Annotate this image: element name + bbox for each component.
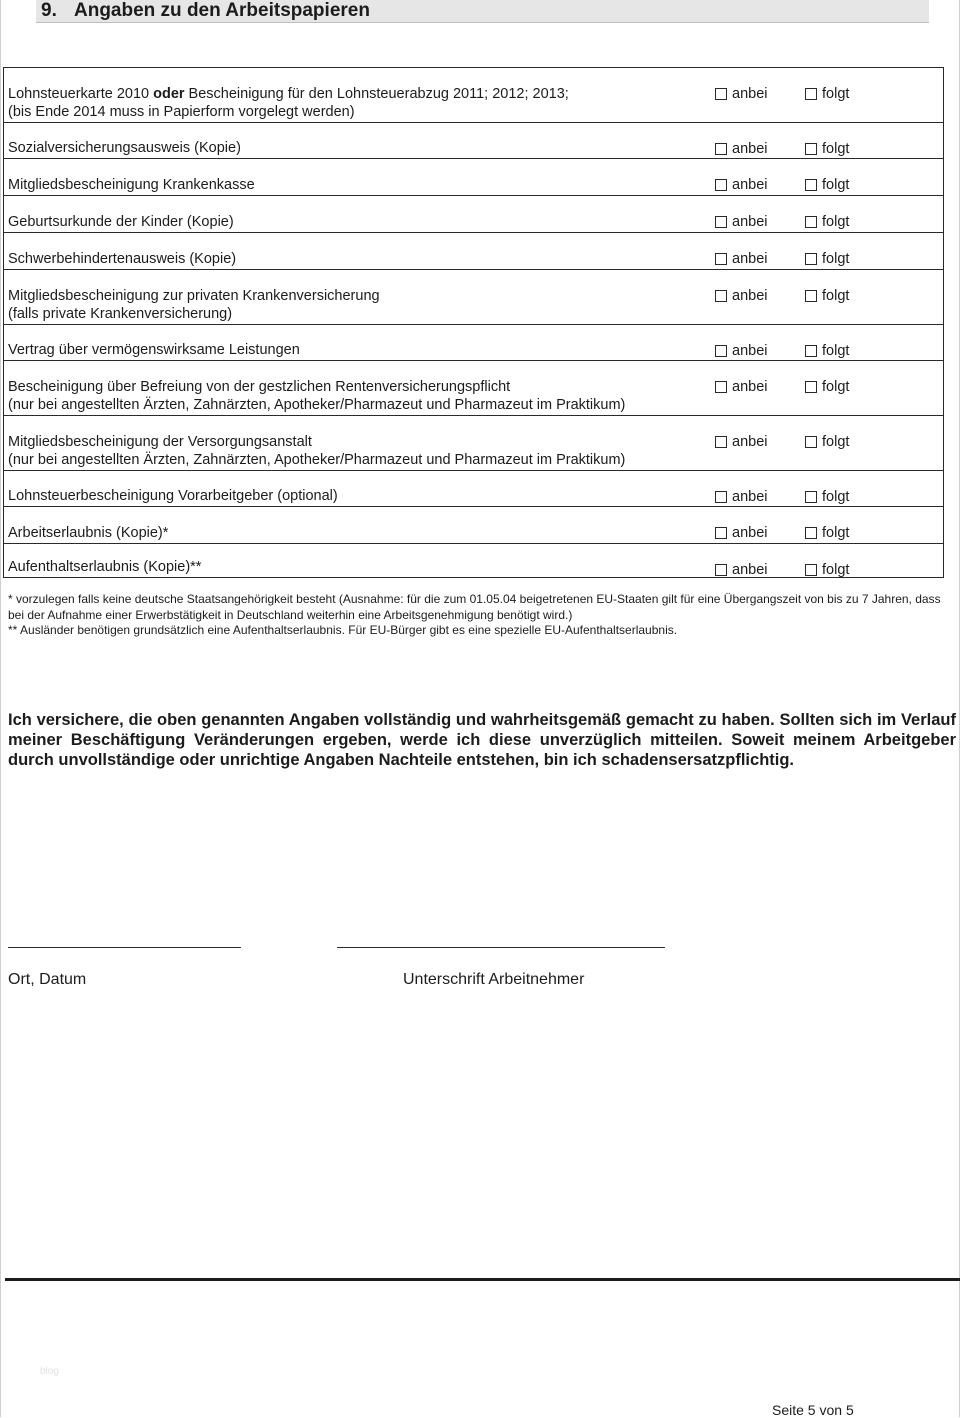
checkbox-anbei[interactable]: anbei bbox=[715, 434, 767, 450]
checkbox-icon bbox=[805, 491, 817, 503]
checkbox-icon bbox=[715, 88, 727, 100]
checkbox-anbei[interactable]: anbei bbox=[715, 141, 767, 157]
checkbox-anbei[interactable]: anbei bbox=[715, 214, 767, 230]
checkbox-folgt[interactable]: folgt bbox=[805, 288, 849, 304]
declaration-text: Ich versichere, die oben genannten Angaben vollständig und wahrheitsgemäß gemacht zu haben. Sollten sich im Verlauf meiner Beschäftigung Veränderungen ergeben, werde ich diese unverzüglich mitteilen. Soweit meinem Arbeitgeber durch unvollständige oder unrichtige Angaben Nachteile entstehen, bin ich schadensersatzpflichtig. bbox=[8, 711, 956, 769]
checkbox-anbei[interactable]: anbei bbox=[715, 86, 767, 102]
checkbox-anbei[interactable]: anbei bbox=[715, 489, 767, 505]
checkbox-icon bbox=[805, 527, 817, 539]
page-border-left bbox=[0, 0, 1, 1417]
row-label: Vertrag über vermögenswirksame Leistungen bbox=[8, 342, 300, 358]
place-date-line[interactable] bbox=[8, 947, 241, 948]
checkbox-anbei[interactable]: anbei bbox=[715, 177, 767, 193]
bottom-rule bbox=[5, 1278, 960, 1281]
table-row bbox=[4, 159, 943, 196]
checkbox-icon bbox=[805, 216, 817, 228]
footnote-double-star: ** Ausländer benötigen grundsätzlich eine Aufenthaltserlaubnis. Für EU-Bürger gibt es eine spezielle EU-Aufenthaltserlaubnis. bbox=[8, 623, 678, 637]
page-number: Seite 5 von 5 bbox=[772, 1402, 854, 1418]
row-label: Schwerbehindertenausweis (Kopie) bbox=[8, 251, 237, 267]
checkbox-icon bbox=[805, 143, 817, 155]
checkbox-folgt[interactable]: folgt bbox=[805, 141, 849, 157]
checkbox-folgt[interactable]: folgt bbox=[805, 562, 849, 578]
row-label: Mitgliedsbescheinigung Krankenkasse bbox=[8, 177, 255, 193]
table-row bbox=[4, 507, 943, 544]
row-label: Mitgliedsbescheinigung der Versorgungsanstalt (nur bei angestellten Ärzten, Zahnärzten, Apotheker/Pharmazeut und Pharmazeut im Praktikum) bbox=[8, 434, 626, 468]
checkbox-folgt[interactable]: folgt bbox=[805, 379, 849, 395]
checkbox-anbei[interactable]: anbei bbox=[715, 562, 767, 578]
section-header bbox=[36, 0, 929, 23]
checkbox-icon bbox=[805, 88, 817, 100]
checkbox-icon bbox=[715, 436, 727, 448]
checkbox-icon bbox=[805, 436, 817, 448]
checkbox-icon bbox=[715, 345, 727, 357]
table-row bbox=[4, 196, 943, 233]
checkbox-folgt[interactable]: folgt bbox=[805, 251, 849, 267]
row-label: Sozialversicherungsausweis (Kopie) bbox=[8, 140, 241, 156]
employee-signature-label: Unterschrift Arbeitnehmer bbox=[403, 971, 585, 988]
checkbox-folgt[interactable]: folgt bbox=[805, 177, 849, 193]
checkbox-icon bbox=[715, 527, 727, 539]
footnote-star-line1: * vorzulegen falls keine deutsche Staatsangehörigkeit besteht (Ausnahme: für die zum 01.05.04 beigetretenen EU-Staaten gilt für eine Übergangszeit von bis zu 7 Jahren, dass bbox=[8, 592, 941, 606]
checkbox-icon bbox=[715, 216, 727, 228]
table-row bbox=[4, 270, 943, 325]
row-label: Aufenthaltserlaubnis (Kopie)** bbox=[8, 559, 202, 575]
section-number: 9. bbox=[41, 0, 57, 21]
documents-table bbox=[3, 67, 944, 578]
checkbox-anbei[interactable]: anbei bbox=[715, 288, 767, 304]
checkbox-icon bbox=[715, 381, 727, 393]
checkbox-anbei[interactable]: anbei bbox=[715, 251, 767, 267]
checkbox-icon bbox=[805, 564, 817, 576]
checkbox-anbei[interactable]: anbei bbox=[715, 525, 767, 541]
checkbox-folgt[interactable]: folgt bbox=[805, 489, 849, 505]
checkbox-icon bbox=[805, 381, 817, 393]
checkbox-folgt[interactable]: folgt bbox=[805, 86, 849, 102]
checkbox-icon bbox=[715, 564, 727, 576]
table-row bbox=[4, 233, 943, 270]
footnote-star-line2: bei der Aufnahme einer Erwerbstätigkeit in Deutschland weiterhin eine Arbeitsgenehmigung benötigt wird.) bbox=[8, 607, 573, 622]
table-row bbox=[4, 68, 943, 123]
checkbox-icon bbox=[715, 290, 727, 302]
checkbox-folgt[interactable]: folgt bbox=[805, 214, 849, 230]
row-label: Mitgliedsbescheinigung zur privaten Krankenversicherung (falls private Krankenversicherung) bbox=[8, 288, 380, 322]
checkbox-icon bbox=[715, 143, 727, 155]
signature-line[interactable] bbox=[337, 947, 665, 948]
row-label: Bescheinigung über Befreiung von der gestzlichen Rentenversicherungspflicht (nur bei angestellten Ärzten, Zahnärzten, Apotheker/Pharmazeut und Pharmazeut im Praktikum) bbox=[8, 379, 626, 413]
table-row bbox=[4, 123, 943, 159]
checkbox-icon bbox=[715, 491, 727, 503]
table-row bbox=[4, 416, 943, 471]
table-row bbox=[4, 544, 943, 577]
checkbox-folgt[interactable]: folgt bbox=[805, 525, 849, 541]
row-label: Lohnsteuerkarte 2010 oder Bescheinigung für den Lohnsteuerabzug 2011; 2012; 2013; (bis Ende 2014 muss in Papierform vorgelegt werden) bbox=[8, 86, 569, 120]
watermark: blog bbox=[40, 1366, 59, 1377]
checkbox-icon bbox=[805, 253, 817, 265]
checkbox-anbei[interactable]: anbei bbox=[715, 343, 767, 359]
section-title: Angaben zu den Arbeitspapieren bbox=[74, 0, 370, 21]
checkbox-folgt[interactable]: folgt bbox=[805, 434, 849, 450]
table-row bbox=[4, 325, 943, 361]
checkbox-icon bbox=[715, 179, 727, 191]
place-date-label: Ort, Datum bbox=[8, 971, 87, 988]
checkbox-icon bbox=[805, 290, 817, 302]
checkbox-icon bbox=[805, 345, 817, 357]
checkbox-anbei[interactable]: anbei bbox=[715, 379, 767, 395]
checkbox-icon bbox=[715, 253, 727, 265]
table-row bbox=[4, 361, 943, 416]
row-label: Lohnsteuerbescheinigung Vorarbeitgeber (optional) bbox=[8, 488, 338, 504]
row-label: Geburtsurkunde der Kinder (Kopie) bbox=[8, 214, 234, 230]
footnotes bbox=[8, 592, 958, 639]
checkbox-folgt[interactable]: folgt bbox=[805, 343, 849, 359]
checkbox-icon bbox=[805, 179, 817, 191]
table-row bbox=[4, 471, 943, 507]
row-label: Arbeitserlaubnis (Kopie)* bbox=[8, 525, 169, 541]
